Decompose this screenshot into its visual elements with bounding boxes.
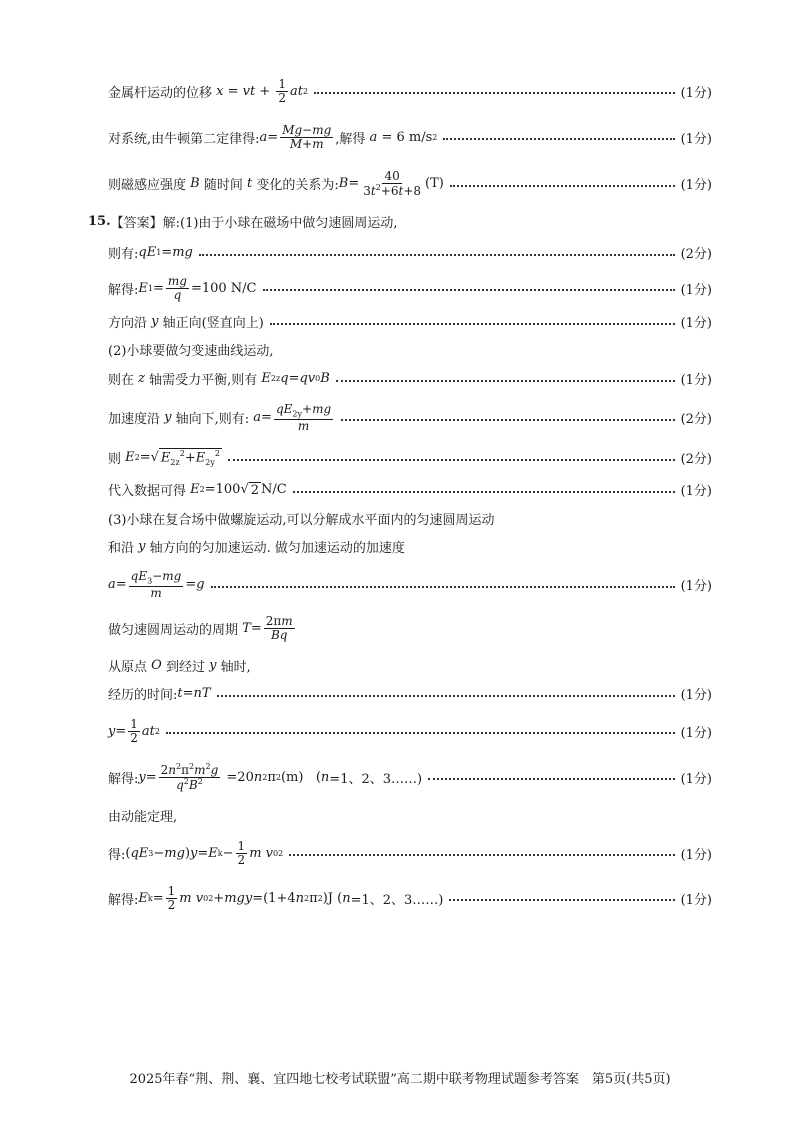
- line-text: 轴正向(竖直向上): [162, 316, 264, 331]
- line-text: 到经过: [165, 660, 205, 675]
- score: (1分): [680, 847, 712, 863]
- dot-leader: [314, 92, 674, 94]
- answer-line: 和沿 y 轴方向的匀加速运动. 做匀加速运动的加速度: [108, 539, 405, 556]
- answer-line: [108, 243, 712, 262]
- dot-leader: [428, 778, 675, 780]
- answer-line: [108, 403, 712, 432]
- answer-line: [108, 340, 712, 359]
- line-content: 解得: E 1 = $\frac{mg}{q}$ =100 N/C: [108, 274, 257, 302]
- dot-leader: [341, 419, 674, 421]
- line-text: 轴方向的匀加速运动. 做匀加速运动的加速度: [149, 541, 405, 556]
- score: (2分): [680, 247, 712, 262]
- line-text: 则: [108, 452, 122, 467]
- line-text: 对系统,由牛顿第二定律得:: [108, 131, 260, 147]
- line-content: a = $\frac{qE_3-mg}{m}$ = g: [108, 569, 205, 600]
- line-text: 轴向下,则有:: [175, 412, 250, 428]
- answer-line: [108, 840, 712, 866]
- line-content: 解得: E k = $\frac{1}{2}$ m v 0 2 + mgy =(1+4 n 2 π 2 )J ( n =1、2、3……): [108, 884, 444, 912]
- line-text: ,解得: [335, 131, 366, 147]
- answer-line: [108, 885, 712, 911]
- line-text: (3)小球在复合场中做螺旋运动,可以分解成水平面内的匀速圆周运动: [108, 513, 495, 528]
- line-content: 则在 z 轴需受力平衡,则有 E 2z q = qv 0 B: [108, 371, 330, 388]
- line-content: 对系统,由牛顿第二定律得: a = $\frac{Mg-mg}{M+m}$ ,解得 a = 6 m/s 2: [108, 123, 438, 151]
- dot-leader: [293, 491, 675, 493]
- answer-line: [108, 275, 712, 301]
- answer-line: [108, 763, 712, 791]
- dot-leader: [228, 459, 675, 461]
- answer-line: [108, 718, 712, 744]
- line-text: 解得:: [108, 282, 139, 298]
- line-text: 则在: [108, 373, 135, 388]
- line-text: 经历的时间:: [108, 688, 178, 703]
- line-text: 代入数据可得: [108, 484, 187, 499]
- score: (1分): [680, 771, 712, 787]
- line-text: 和沿: [108, 541, 135, 556]
- line-content: y = $\frac{1}{2}$ at 2: [108, 717, 160, 745]
- answer-line: [108, 124, 712, 150]
- line-text: 做匀速圆周运动的周期: [108, 622, 239, 638]
- line-content: 方向沿 y 轴正向(竖直向上): [108, 314, 264, 331]
- score: (1分): [680, 688, 712, 703]
- dot-leader: [450, 185, 675, 187]
- question-header: [88, 212, 712, 231]
- dot-leader: [166, 732, 675, 734]
- dot-leader: [211, 586, 675, 588]
- page-footer: 2025年春“荆、荆、襄、宜四地七校考试联盟”高二期中联考物理试题参考答案 第5页(共5页): [129, 1072, 671, 1087]
- line-text: 随时间: [203, 178, 243, 194]
- dot-leader: [289, 854, 674, 856]
- dot-leader: [443, 138, 674, 140]
- score: (1分): [680, 85, 712, 101]
- answer-line: [108, 312, 712, 331]
- line-text: 轴需受力平衡,则有: [149, 373, 258, 388]
- line-text: 得:: [108, 847, 126, 863]
- answer-line: [108, 570, 712, 599]
- line-text: 金属杆运动的位移: [108, 85, 213, 101]
- answer-line: [108, 369, 712, 388]
- line-text: 方向沿: [108, 316, 148, 331]
- dot-leader: [217, 695, 675, 697]
- line-content: 经历的时间: t = nT: [108, 686, 211, 703]
- answer-line: 做匀速圆周运动的周期 T = $\frac{2\pi m}{Bq}$: [108, 614, 293, 642]
- score: (1分): [680, 373, 712, 388]
- score: (1分): [680, 316, 712, 331]
- score: (1分): [680, 178, 712, 194]
- line-text: 加速度沿: [108, 412, 161, 428]
- score: (1分): [680, 282, 712, 298]
- line-content: 金属杆运动的位移 x = vt + $\frac{1}{2}$ at 2: [108, 77, 309, 105]
- dot-leader: [263, 289, 675, 291]
- line-text: 则磁感应强度: [108, 178, 187, 194]
- question-number: 15.: [88, 214, 111, 229]
- score: (1分): [680, 131, 712, 147]
- line-text: 解得:: [108, 771, 139, 787]
- line-text: 变化的关系为:: [256, 178, 339, 194]
- answer-line: [108, 448, 712, 467]
- answer-line: [108, 170, 712, 197]
- score: (1分): [680, 484, 712, 499]
- line-text: (2)小球要做匀变速曲线运动,: [108, 344, 274, 359]
- line-content: 代入数据可得 E 2 =100√ 2 N/C: [108, 482, 287, 499]
- answer-line: [108, 684, 712, 703]
- answer-line: [108, 480, 712, 499]
- answer-line: [108, 78, 712, 104]
- line-content: 解得: y = $\frac{2n^2\pi^2m^2g}{q^2B^2}$ =20 n 2 π 2 (m) ( n =1、2、3……): [108, 762, 423, 792]
- score: (2分): [680, 412, 712, 428]
- line-text: 从原点: [108, 660, 148, 675]
- line-text: 则有:: [108, 247, 139, 262]
- score: (1分): [680, 725, 712, 741]
- dot-leader: [336, 380, 675, 382]
- answer-line: [108, 509, 712, 528]
- dot-leader: [270, 323, 675, 325]
- line-content: 得: ( qE 3 − mg ) y = E k − $\frac{1}{2}$ m v 0 2: [108, 839, 284, 867]
- score: (1分): [680, 579, 712, 595]
- line-text: 由动能定理,: [108, 810, 178, 825]
- score: (2分): [680, 452, 712, 467]
- line-content: 则有: qE 1 = mg: [108, 245, 193, 262]
- answer-line: [108, 806, 712, 825]
- score: (1分): [680, 892, 712, 908]
- line-text: 轴时,: [220, 660, 251, 675]
- dot-leader: [199, 254, 675, 256]
- line-content: 则磁感应强度 B 随时间 t 变化的关系为: B = $\frac{40}{3t^2+6t+8}$ (T): [108, 169, 444, 198]
- line-content: 加速度沿 y 轴向下,则有: a = $\frac{qE_{2y}+mg}{m}$: [108, 402, 332, 433]
- line-text: 解得:: [108, 892, 139, 908]
- answer-line: 从原点 O 到经过 y 轴时,: [108, 658, 251, 675]
- line-content: 则 E 2 =√ $E_{2z}^2+E_{2y}^2$: [108, 449, 220, 467]
- dot-leader: [449, 899, 674, 901]
- line-text: 【答案】解:(1)由于小球在磁场中做匀速圆周运动,: [110, 216, 398, 231]
